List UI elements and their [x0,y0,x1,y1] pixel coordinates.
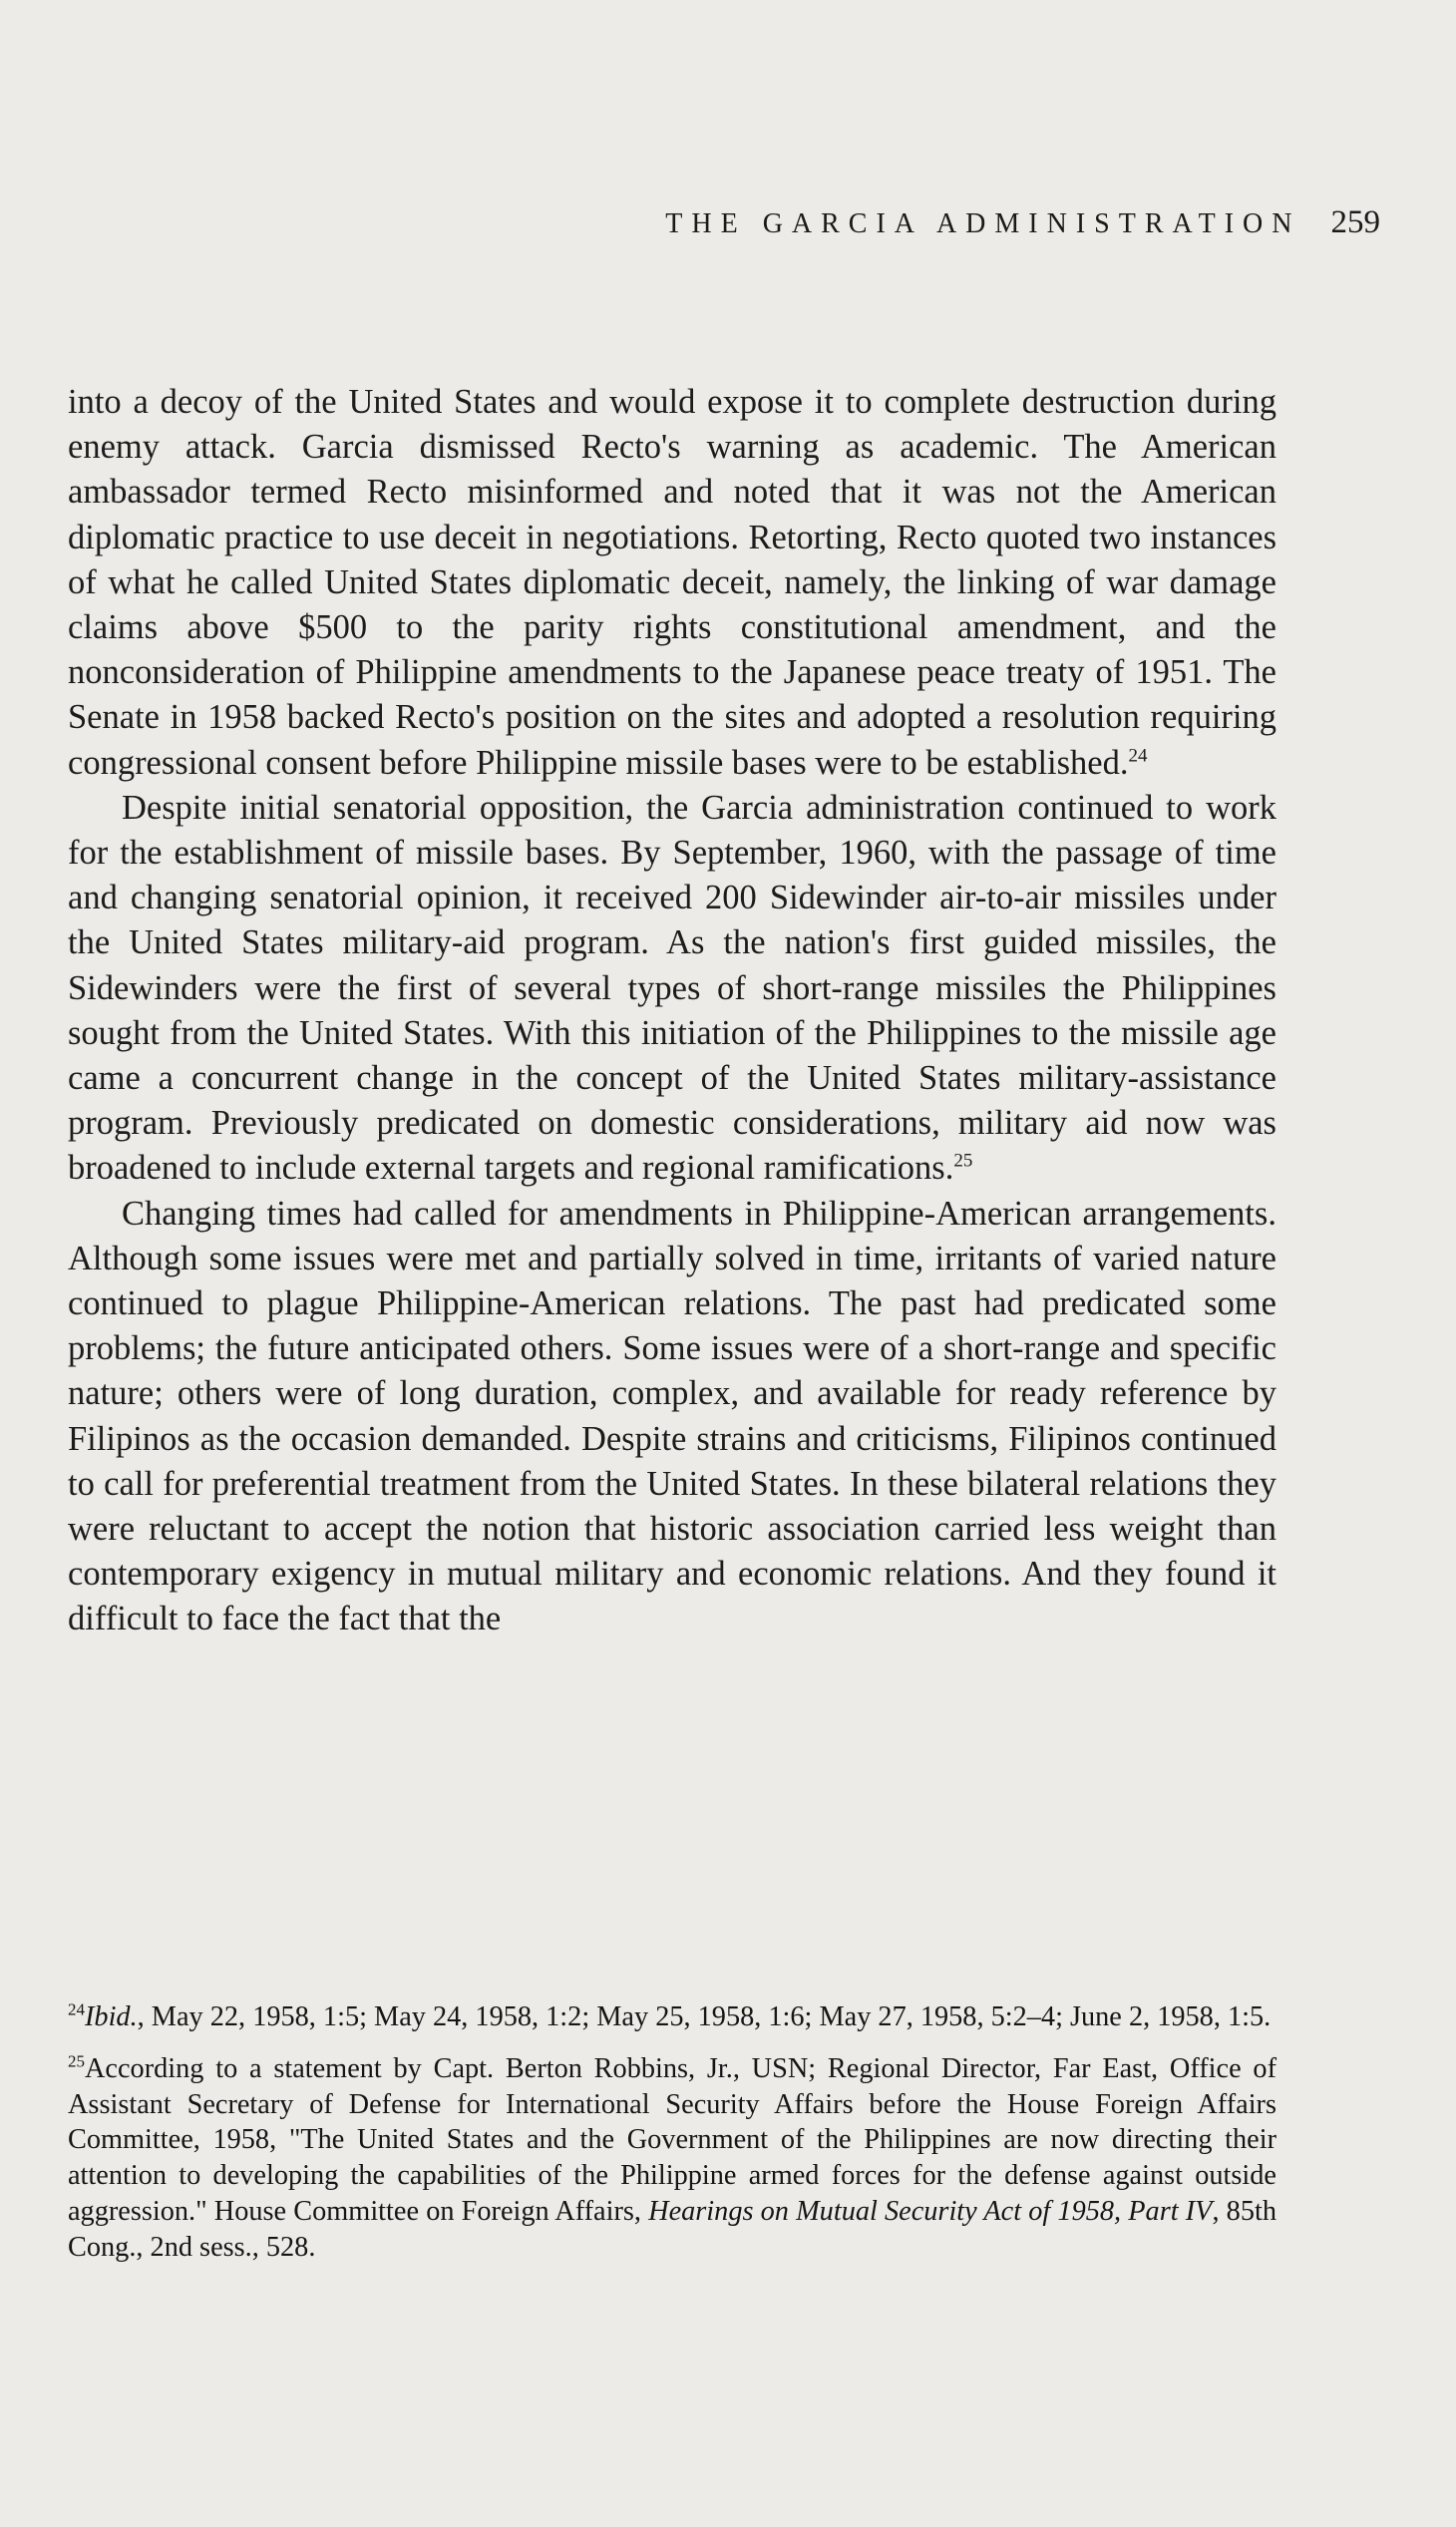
footnotes [68,1999,1276,2282]
paragraph-1 [68,380,1276,786]
running-head [665,204,1380,241]
footnote-25-citation: , 85th Cong., 2nd sess., 528. [68,2195,1276,2263]
running-title: THE GARCIA ADMINISTRATION [665,208,1301,239]
paragraph-3-text: Changing times had called for amendments in Philippine-American arrangements. Although some issues were met and partially solved in time, irritants of varied nature continued to plague Philippine-American relations. The past had predicated some problems; the future anticipated others. Some issues were of a short-range and specific nature; others were of long duration, complex, and available for ready reference by Filipinos as the occasion demanded. Despite strains and criticisms, Filipinos continued to call for preferential treatment from the United States. In these bilateral relations they were reluctant to accept the notion that historic association carried less weight than contemporary exigency in mutual military and economic relations. And they found it difficult to face the fact that the [68,1194,1276,1638]
footnote-24 [68,1999,1276,2035]
footnote-25-number: 25 [68,2051,85,2071]
footnote-24-ibid: Ibid. [85,2001,138,2032]
paragraph-3 [68,1192,1276,1642]
footnote-25 [68,2051,1276,2266]
footnote-ref-24: 24 [1128,745,1148,767]
body-text [68,380,1276,1642]
footnote-25-text: According to a statement by Capt. Berton Robbins, Jr., USN; Regional Director, Far East, Office of Assistant Secretary of Defense for International Security Affairs before the House Foreign Affairs Committee, 1958, "The United States and the Government of the Philippines are now directing their attention to developing the capabilities of the Philippine armed forces for the defense against outside aggression." House Committee on Foreign Affairs, [68,2052,1276,2227]
paragraph-2 [68,786,1276,1192]
page-number: 259 [1330,204,1380,240]
footnote-24-text: , May 22, 1958, 1:5; May 24, 1958, 1:2; May 25, 1958, 1:6; May 27, 1958, 5:2–4; June 2, 1958, 1:5. [137,2001,1272,2032]
footnote-24-number: 24 [68,1999,85,2019]
footnote-25-title: Hearings on Mutual Security Act of 1958, Part IV [648,2195,1213,2227]
paragraph-1-text: into a decoy of the United States and would expose it to complete destruction during enemy attack. Garcia dismissed Recto's warning as academic. The American ambassador termed Recto misinformed and noted that it was not the American diplomatic practice to use deceit in negotiations. Retorting, Recto quoted two instances of what he called United States diplomatic deceit, namely, the linking of war damage claims above $500 to the parity rights constitutional amendment, and the nonconsideration of Philippine amendments to the Japanese peace treaty of 1951. The Senate in 1958 backed Recto's position on the sites and adopted a resolution requiring congressional consent before Philippine missile bases were to be established. [68,383,1276,782]
paragraph-2-text: Despite initial senatorial opposition, the Garcia administration continued to work for the establishment of missile bases. By September, 1960, with the passage of time and changing senatorial opinion, it received 200 Sidewinder air-to-air missiles under the United States military-aid program. As the nation's first guided missiles, the Sidewinders were the first of several types of short-range missiles the Philippines sought from the United States. With this initiation of the Philippines to the missile age came a concurrent change in the concept of the United States military-assistance program. Previously predicated on domestic considerations, military aid now was broadened to include external targets and regional ramifications. [68,788,1276,1188]
footnote-ref-25: 25 [953,1150,973,1172]
